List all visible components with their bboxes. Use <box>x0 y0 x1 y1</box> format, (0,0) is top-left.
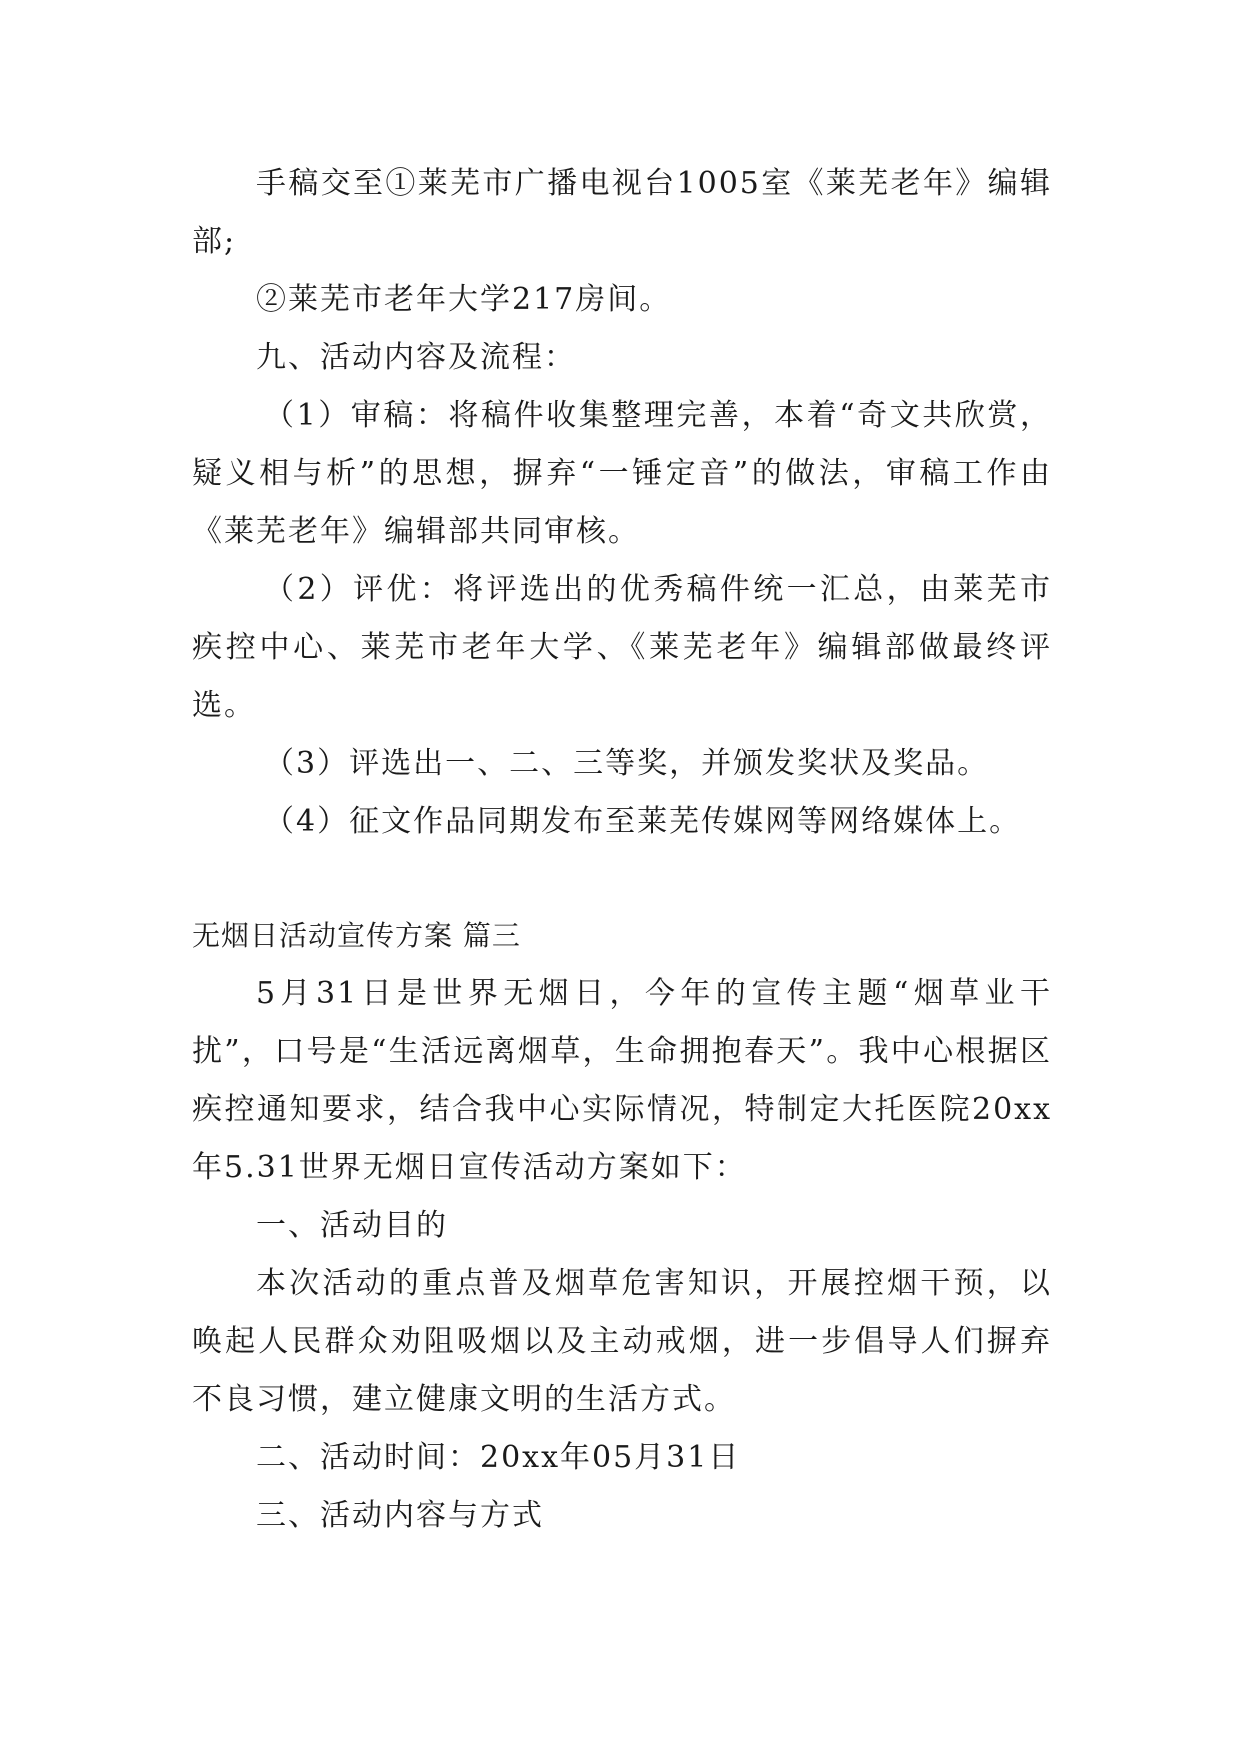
paragraph-submission-address: 手稿交至①莱芜市广播电视台1005室《莱芜老年》编辑部; <box>192 166 1052 259</box>
heading-content: 三、活动内容与方式 <box>256 1498 544 1533</box>
heading-time: 二、活动时间：20xx年05月31日 <box>256 1440 741 1475</box>
paragraph-selection: （2）评优：将评选出的优秀稿件统一汇总，由莱芜市疾控中心、莱芜市老年大学、《莱芜老年》编辑部做最终评选。 <box>192 572 1052 723</box>
paragraph-publish: （4）征文作品同期发布至莱芜传媒网等网络媒体上。 <box>264 804 1022 839</box>
document-body <box>192 155 1052 1545</box>
heading-activity-process: 九、活动内容及流程： <box>256 340 576 375</box>
heading-purpose: 一、活动目的 <box>256 1208 448 1243</box>
section-title: 无烟日活动宣传方案 篇三 <box>192 919 521 952</box>
paragraph-awards: （3）评选出一、二、三等奖，并颁发奖状及奖品。 <box>264 746 990 781</box>
paragraph-submission-room: ②莱芜市老年大学217房间。 <box>256 282 672 317</box>
paragraph-intro: 5月31日是世界无烟日，今年的宣传主题“烟草业干扰”，口号是“生活远离烟草，生命拥抱春天”。我中心根据区疾控通知要求，结合我中心实际情况，特制定大托医院20xx年5.31世界无烟日宣传活动方案如下： <box>192 976 1052 1185</box>
paragraph-purpose: 本次活动的重点普及烟草危害知识，开展控烟干预，以唤起人民群众劝阻吸烟以及主动戒烟，进一步倡导人们摒弃不良习惯，建立健康文明的生活方式。 <box>192 1266 1052 1417</box>
paragraph-review: （1）审稿：将稿件收集整理完善，本着“奇文共欣赏，疑义相与析”的思想，摒弃“一锤定音”的做法，审稿工作由《莱芜老年》编辑部共同审核。 <box>192 398 1052 549</box>
